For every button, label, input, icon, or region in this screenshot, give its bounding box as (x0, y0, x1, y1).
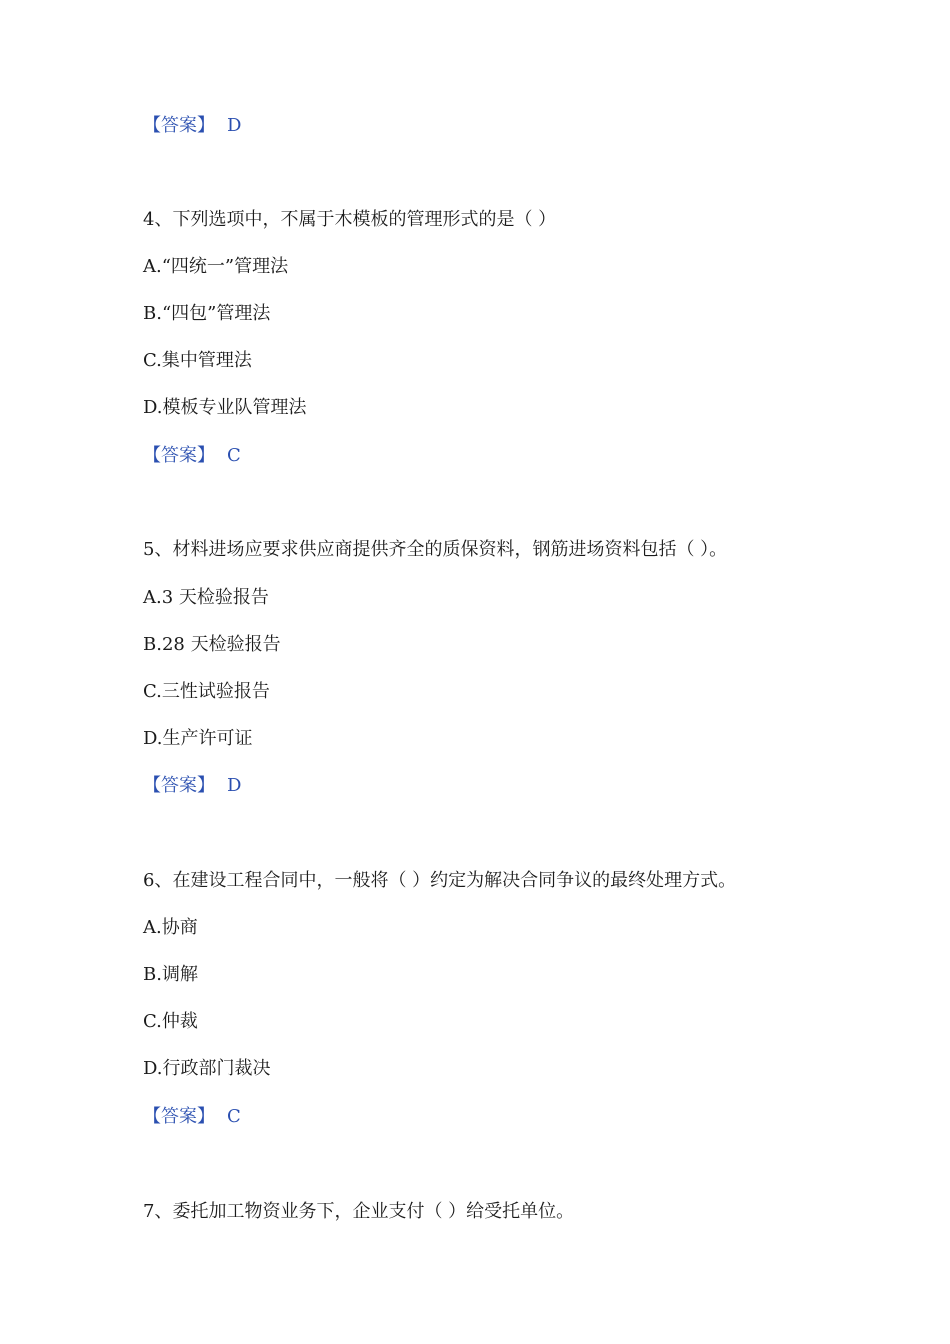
question-7: 7、委托加工物资业务下，企业支付（ ）给受托单位。 (143, 1201, 575, 1222)
option-a: A.“四统一”管理法 (143, 256, 289, 277)
option-a: A.协商 (143, 917, 198, 938)
answer-line (143, 1105, 241, 1129)
option-c: C.集中管理法 (143, 350, 252, 371)
answer-label: 【答案】 (143, 1106, 215, 1127)
option-a: A.3 天检验报告 (143, 587, 269, 608)
question-6: 6、在建设工程合同中，一般将（ ）约定为解决合同争议的最终处理方式。 (143, 870, 737, 891)
option-d: D.模板专业队管理法 (143, 397, 307, 418)
answer-value: D (227, 775, 242, 796)
answer-label: 【答案】 (143, 775, 215, 796)
option-b: B.“四包”管理法 (143, 303, 271, 324)
answer-value: C (227, 1106, 241, 1127)
answer-line (143, 114, 241, 138)
option-d: D.行政部门裁决 (143, 1058, 271, 1079)
option-c: C.三性试验报告 (143, 681, 270, 702)
answer-line (143, 774, 241, 798)
option-b: B.28 天检验报告 (143, 634, 281, 655)
answer-value: C (227, 445, 241, 466)
option-d: D.生产许可证 (143, 728, 253, 749)
answer-value: D (227, 115, 242, 136)
option-b: B.调解 (143, 964, 198, 985)
question-4: 4、下列选项中，不属于木模板的管理形式的是（ ） (143, 209, 557, 230)
answer-label: 【答案】 (143, 115, 215, 136)
answer-line (143, 444, 241, 468)
question-5: 5、材料进场应要求供应商提供齐全的质保资料，钢筋进场资料包括（ ）。 (143, 539, 728, 560)
option-c: C.仲裁 (143, 1011, 198, 1032)
answer-label: 【答案】 (143, 445, 215, 466)
